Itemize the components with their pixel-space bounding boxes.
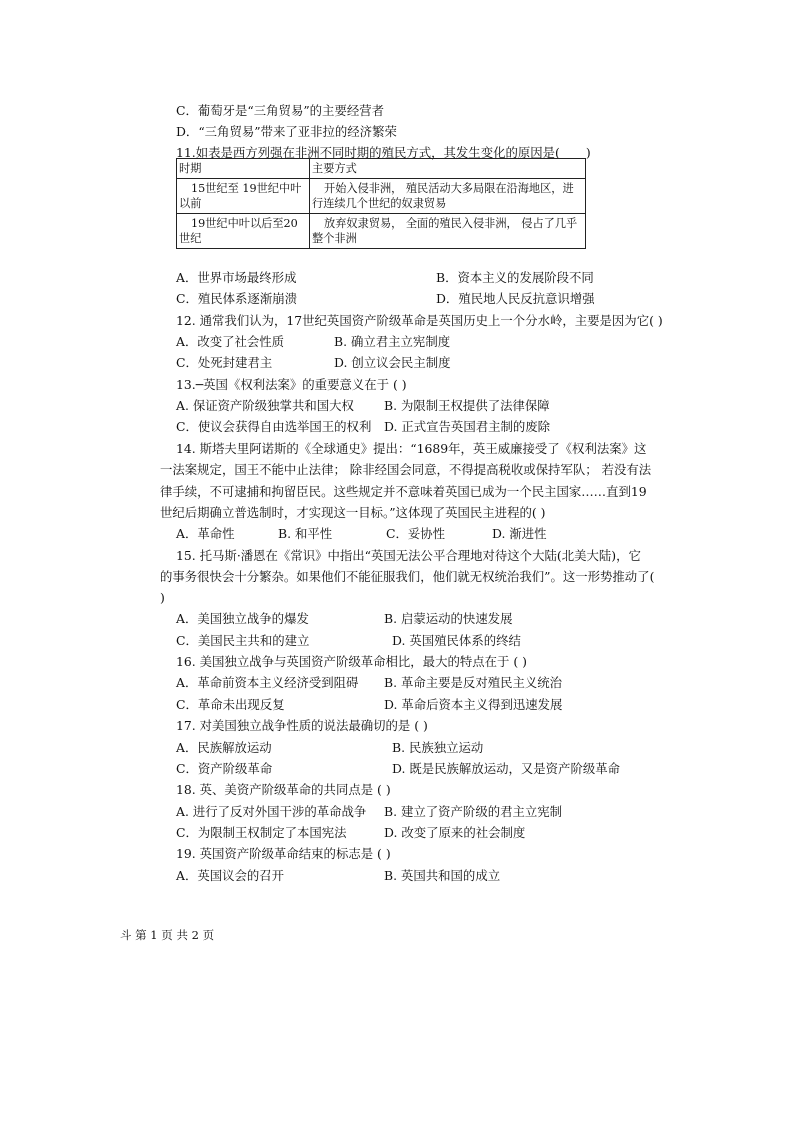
q17-stem: 17. 对美国独立战争性质的说法最确切的是 ( ) bbox=[176, 718, 428, 733]
q15-option-b: B. 启蒙运动的快速发展 bbox=[384, 611, 513, 626]
q14-stem-line4: 世纪后期确立普选制时，才实现这一目标。”这体现了英国民主进程的( ) bbox=[160, 505, 546, 520]
q18-option-b: B. 建立了资产阶级的君主立宪制 bbox=[384, 804, 563, 819]
q12-option-d: D. 创立议会民主制度 bbox=[334, 355, 451, 370]
table-row bbox=[177, 179, 586, 214]
q15-stem-line2: 的事务很快会十分繁杂。如果他们不能征服我们，他们就无权统治我们”。这一形势推动了( bbox=[160, 569, 655, 584]
q14-stem-line2: 一法案规定，国王不能中止法律； 除非经国会同意，不得提高税收或保持军队； 若没有法 bbox=[160, 462, 652, 477]
q19-option-a: A．英国议会的召开 bbox=[176, 868, 285, 883]
q12-option-a: A．改变了社会性质 bbox=[176, 334, 285, 349]
q13-option-b: B. 为限制王权提供了法律保障 bbox=[384, 398, 550, 413]
table-cell-period: 15世纪至 19世纪中叶以前 bbox=[177, 179, 310, 214]
q13-option-d: D. 正式宣告英国君主制的废除 bbox=[384, 419, 551, 434]
q14-option-b: B. 和平性 bbox=[278, 526, 333, 541]
table-row bbox=[177, 214, 586, 249]
q15-option-d: D. 英国殖民体系的终结 bbox=[392, 633, 521, 648]
q14-option-c: C．妥协性 bbox=[386, 526, 446, 541]
table-header-row bbox=[177, 159, 586, 179]
q16-option-d: D. 革命后资本主义得到迅速发展 bbox=[384, 697, 563, 712]
q11-option-b: B．资本主义的发展阶段不同 bbox=[436, 270, 594, 285]
q18-option-c: C．为限制王权制定了本国宪法 bbox=[176, 825, 347, 840]
table-cell-method: 放弃奴隶贸易， 全面的殖民入侵非洲， 侵占了几乎整个非洲 bbox=[310, 214, 586, 249]
q14-option-d: D. 渐进性 bbox=[492, 526, 547, 541]
q14-stem-line3: 律手续，不可逮捕和拘留臣民。这些规定并不意味着英国已成为一个民主国家……直到19 bbox=[160, 484, 647, 499]
q16-option-b: B. 革命主要是反对殖民主义统治 bbox=[384, 675, 563, 690]
q16-option-a: A．革命前资本主义经济受到阻碍 bbox=[176, 675, 359, 690]
table-cell-method: 开始入侵非洲， 殖民活动大多局限在沿海地区，进行连续几个世纪的奴隶贸易 bbox=[310, 179, 586, 214]
q12-stem: 12. 通常我们认为，17世纪英国资产阶级革命是英国历史上一个分水岭，主要是因为它( ) bbox=[176, 313, 663, 328]
q16-option-c: C．革命未出现反复 bbox=[176, 697, 285, 712]
q10-option-d: D．“三角贸易”带来了亚非拉的经济繁荣 bbox=[176, 124, 397, 139]
q15-option-c: C．美国民主共和的建立 bbox=[176, 633, 310, 648]
q18-option-d: D. 改变了原来的社会制度 bbox=[384, 825, 526, 840]
page-footer: 斗 第 1 页 共 2 页 bbox=[120, 928, 215, 942]
q11-option-d: D．殖民地人民反抗意识增强 bbox=[436, 291, 595, 306]
q14-stem-line1: 14. 斯塔夫里阿诺斯的《全球通史》提出：“1689年，英王威廉接受了《权利法案》这 bbox=[176, 441, 647, 456]
q15-stem-line3: ) bbox=[160, 590, 165, 605]
table-cell-period: 19世纪中叶以后至20世纪 bbox=[177, 214, 310, 249]
q19-stem: 19. 英国资产阶级革命结束的标志是 ( ) bbox=[176, 846, 391, 861]
table-header-period: 时期 bbox=[177, 159, 310, 179]
q12-option-b: B. 确立君主立宪制度 bbox=[334, 334, 451, 349]
q13-option-a: A. 保证资产阶级独掌共和国大权 bbox=[176, 398, 354, 413]
q19-option-b: B. 英国共和国的成立 bbox=[384, 868, 501, 883]
q11-stem: 11.如表是西方列强在非洲不同时期的殖民方式，其发生变化的原因是( ) bbox=[176, 145, 591, 160]
q10-option-c: C．葡萄牙是“三角贸易”的主要经营者 bbox=[176, 103, 385, 118]
q17-option-c: C．资产阶级革命 bbox=[176, 761, 273, 776]
q11-option-c: C．殖民体系逐渐崩溃 bbox=[176, 291, 297, 306]
q18-option-a: A. 进行了反对外国干涉的革命战争 bbox=[176, 804, 367, 819]
q12-option-c: C．处死封建君主 bbox=[176, 355, 273, 370]
q15-option-a: A．美国独立战争的爆发 bbox=[176, 611, 309, 626]
q17-option-a: A．民族解放运动 bbox=[176, 740, 272, 755]
q13-stem: 13.─英国《权利法案》的重要意义在于 ( ) bbox=[176, 377, 407, 392]
q16-stem: 16. 美国独立战争与英国资产阶级革命相比，最大的特点在于 ( ) bbox=[176, 654, 527, 669]
q18-stem: 18. 英、美资产阶级革命的共同点是 ( ) bbox=[176, 782, 391, 797]
q11-option-a: A．世界市场最终形成 bbox=[176, 270, 297, 285]
q17-option-d: D. 既是民族解放运动，又是资产阶级革命 bbox=[392, 761, 621, 776]
table-header-method: 主要方式 bbox=[310, 159, 586, 179]
q15-stem-line1: 15. 托马斯·潘恩在《常识》中指出“英国无法公平合理地对待这个大陆(北美大陆)，它 bbox=[176, 548, 641, 563]
q17-option-b: B. 民族独立运动 bbox=[392, 740, 484, 755]
colonial-methods-table bbox=[176, 158, 586, 249]
q13-option-c: C．使议会获得自由选举国王的权利 bbox=[176, 419, 372, 434]
q14-option-a: A．革命性 bbox=[176, 526, 235, 541]
